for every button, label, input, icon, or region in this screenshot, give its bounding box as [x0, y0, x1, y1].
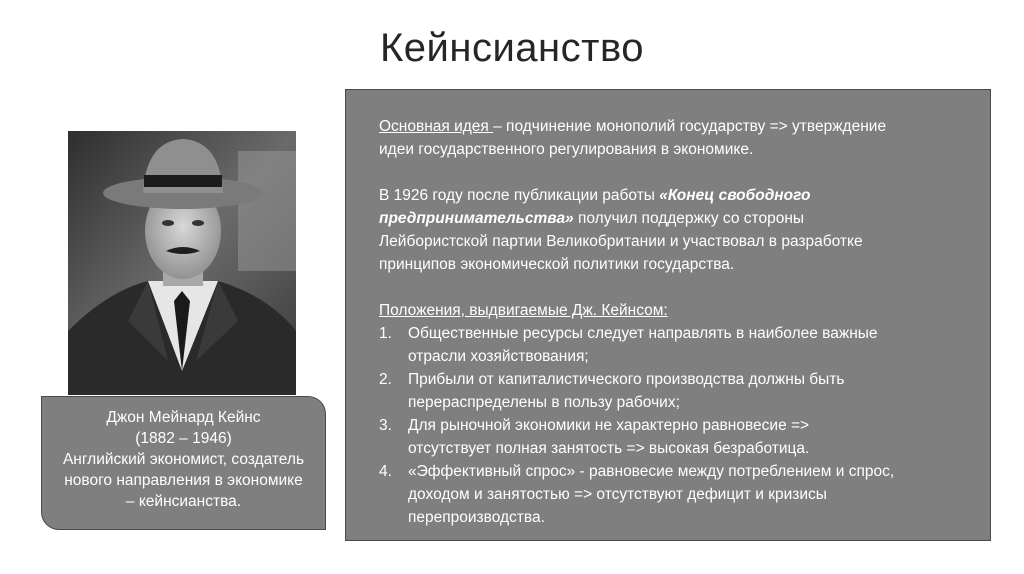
list-number: 2.	[379, 371, 392, 388]
caption-name: Джон Мейнард Кейнс	[106, 409, 261, 426]
list-text: отсутствует полная занятость => высокая безработица.	[408, 440, 810, 457]
portrait-photo	[68, 131, 296, 395]
list-number: 1.	[379, 325, 392, 342]
info-panel	[345, 89, 991, 541]
list-text: перераспределены в пользу рабочих;	[408, 394, 680, 411]
list-number: 3.	[379, 417, 392, 434]
main-idea-text: – подчинение монополий государству => утверждение	[493, 118, 887, 135]
list-item	[379, 414, 980, 460]
list-text: «Эффективный спрос» - равновесие между потреблением и спрос,	[408, 463, 895, 480]
main-idea-label: Основная идея	[379, 118, 494, 135]
list-item	[379, 322, 980, 368]
positions-list	[379, 322, 980, 529]
list-item	[379, 368, 980, 414]
history-text: получил поддержку со стороны	[573, 210, 805, 227]
history-text: принципов экономической политики государства.	[379, 256, 735, 273]
caption-years: (1882 – 1946)	[135, 430, 232, 447]
caption-line: Английский экономист, создатель	[62, 451, 305, 468]
slide-title: Кейнсианство	[379, 26, 645, 70]
list-text: Общественные ресурсы следует направлять в наиболее важные	[408, 325, 878, 342]
list-text: доходом и занятостью => отсутствуют дефицит и кризисы	[408, 486, 827, 503]
list-text: Для рыночной экономики не характерно равновесие =>	[408, 417, 810, 434]
work-title: предпринимательства»	[379, 210, 574, 227]
history-text: Лейбористской партии Великобритании и участвовал в разработке	[379, 233, 863, 250]
positions-heading: Положения, выдвигаемые Дж. Кейнсом:	[379, 302, 668, 319]
main-idea-text: идеи государственного регулирования в экономике.	[379, 141, 754, 158]
list-item	[379, 460, 980, 529]
list-text: перепроизводства.	[408, 509, 545, 526]
work-title: «Конец свободного	[659, 187, 811, 204]
main-idea-paragraph	[379, 115, 980, 161]
history-paragraph	[379, 184, 980, 276]
list-text: отрасли хозяйствования;	[408, 348, 589, 365]
caption-line: нового направления в экономике	[64, 472, 303, 489]
portrait-caption	[41, 396, 326, 530]
list-number: 4.	[379, 463, 392, 480]
history-text: В 1926 году после публикации работы	[379, 187, 660, 204]
caption-line: – кейнсианства.	[125, 493, 242, 510]
list-text: Прибыли от капиталистического производства должны быть	[408, 371, 845, 388]
